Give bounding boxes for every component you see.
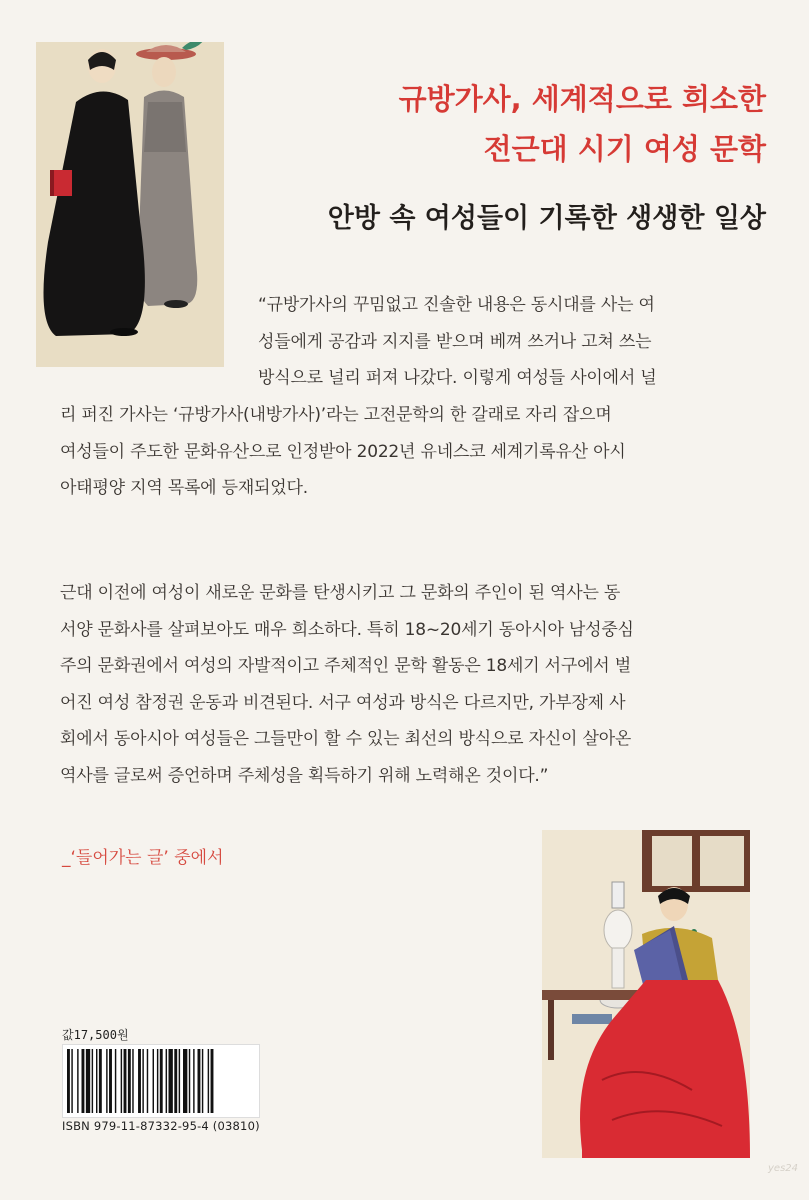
barcode-bar bbox=[189, 1049, 190, 1113]
text-line: 여성들이 주도한 문화유산으로 인정받아 2022년 유네스코 세계기록유산 아시 bbox=[60, 441, 626, 462]
barcode-bar bbox=[124, 1049, 127, 1113]
barcode-bar bbox=[147, 1049, 148, 1113]
barcode-bar bbox=[174, 1049, 177, 1113]
barcode-bar bbox=[121, 1049, 122, 1113]
price-label: 값17,500원 bbox=[62, 1028, 129, 1042]
text-line: 주의 문화권에서 여성의 자발적이고 주체적인 문학 활동은 18세기 서구에서 벌 bbox=[60, 656, 631, 676]
barcode-bar bbox=[99, 1049, 102, 1113]
quote-paragraph-2 bbox=[60, 575, 766, 794]
barcode-bar bbox=[157, 1049, 158, 1113]
text-line: “규방가사의 꾸밈없고 진솔한 내용은 동시대를 사는 여 bbox=[258, 295, 655, 315]
headline-line-1: 규방가사, 세계적으로 희소한 bbox=[398, 82, 766, 116]
text-line: 방식으로 널리 퍼져 나갔다. 이렇게 여성들 사이에서 널 bbox=[258, 368, 657, 388]
barcode-bar bbox=[82, 1049, 85, 1113]
text-line: 역사를 글로써 증언하며 주체성을 획득하기 위해 노력해온 것이다.” bbox=[60, 765, 549, 786]
barcode-bar bbox=[183, 1049, 187, 1113]
quote-paragraph-1-top bbox=[258, 287, 766, 397]
barcode-bar bbox=[128, 1049, 131, 1113]
barcode-bar bbox=[198, 1049, 201, 1113]
barcode-bar bbox=[106, 1049, 107, 1113]
barcode-bar bbox=[109, 1049, 112, 1113]
headline bbox=[246, 74, 766, 174]
barcode-bar bbox=[169, 1049, 173, 1113]
text-line: 리 퍼진 가사는 ‘규방가사(내방가사)’라는 고전문학의 한 갈래로 자리 잡으며 bbox=[60, 405, 612, 425]
text-line: 서양 문화사를 살펴보아도 매우 희소하다. 특히 18~20세기 동아시아 남성중심 bbox=[60, 619, 634, 640]
headline-line-2: 전근대 시기 여성 문학 bbox=[483, 132, 766, 166]
barcode-bar bbox=[115, 1049, 116, 1113]
barcode-bar bbox=[92, 1049, 93, 1113]
quote-source: _‘들어가는 글’ 중에서 bbox=[62, 848, 224, 868]
barcode-bar bbox=[193, 1049, 194, 1113]
two-women-illustration bbox=[36, 42, 224, 367]
barcode-bar bbox=[202, 1049, 203, 1113]
isbn-barcode bbox=[62, 1044, 260, 1118]
text-line: 근대 이전에 여성이 새로운 문화를 탄생시키고 그 문화의 주인이 된 역사는 동 bbox=[60, 583, 621, 603]
watermark: yes24 bbox=[768, 1163, 799, 1174]
text-line: 회에서 동아시아 여성들은 그들만이 할 수 있는 최선의 방식으로 자신이 살아온 bbox=[60, 729, 632, 749]
text-line: 어진 여성 참정권 운동과 비견된다. 서구 여성과 방식은 다르지만, 가부장제 사 bbox=[60, 692, 626, 713]
barcode-bar bbox=[77, 1049, 78, 1113]
barcode-bar bbox=[86, 1049, 90, 1113]
barcode-bar bbox=[138, 1049, 141, 1113]
barcode-bar bbox=[132, 1049, 133, 1113]
barcode-bar bbox=[208, 1049, 209, 1113]
text-line: 아태평양 지역 목록에 등재되었다. bbox=[60, 478, 308, 498]
barcode-bar bbox=[96, 1049, 97, 1113]
barcode-bar bbox=[166, 1049, 167, 1113]
barcode-bar bbox=[160, 1049, 163, 1113]
isbn-number: ISBN 979-11-87332-95-4 (03810) bbox=[62, 1119, 260, 1133]
subheadline: 안방 속 여성들이 기록한 생생한 일상 bbox=[327, 203, 766, 234]
text-line: 성들에게 공감과 지지를 받으며 베껴 쓰거나 고쳐 쓰는 bbox=[258, 331, 652, 352]
barcode-bar bbox=[179, 1049, 180, 1113]
barcode-bar bbox=[71, 1049, 72, 1113]
woman-reading-illustration bbox=[542, 830, 750, 1158]
barcode-bar bbox=[211, 1049, 214, 1113]
barcode-bar bbox=[67, 1049, 70, 1113]
quote-paragraph-1-bottom bbox=[60, 397, 766, 507]
barcode-bar bbox=[153, 1049, 154, 1113]
barcode-bar bbox=[142, 1049, 143, 1113]
